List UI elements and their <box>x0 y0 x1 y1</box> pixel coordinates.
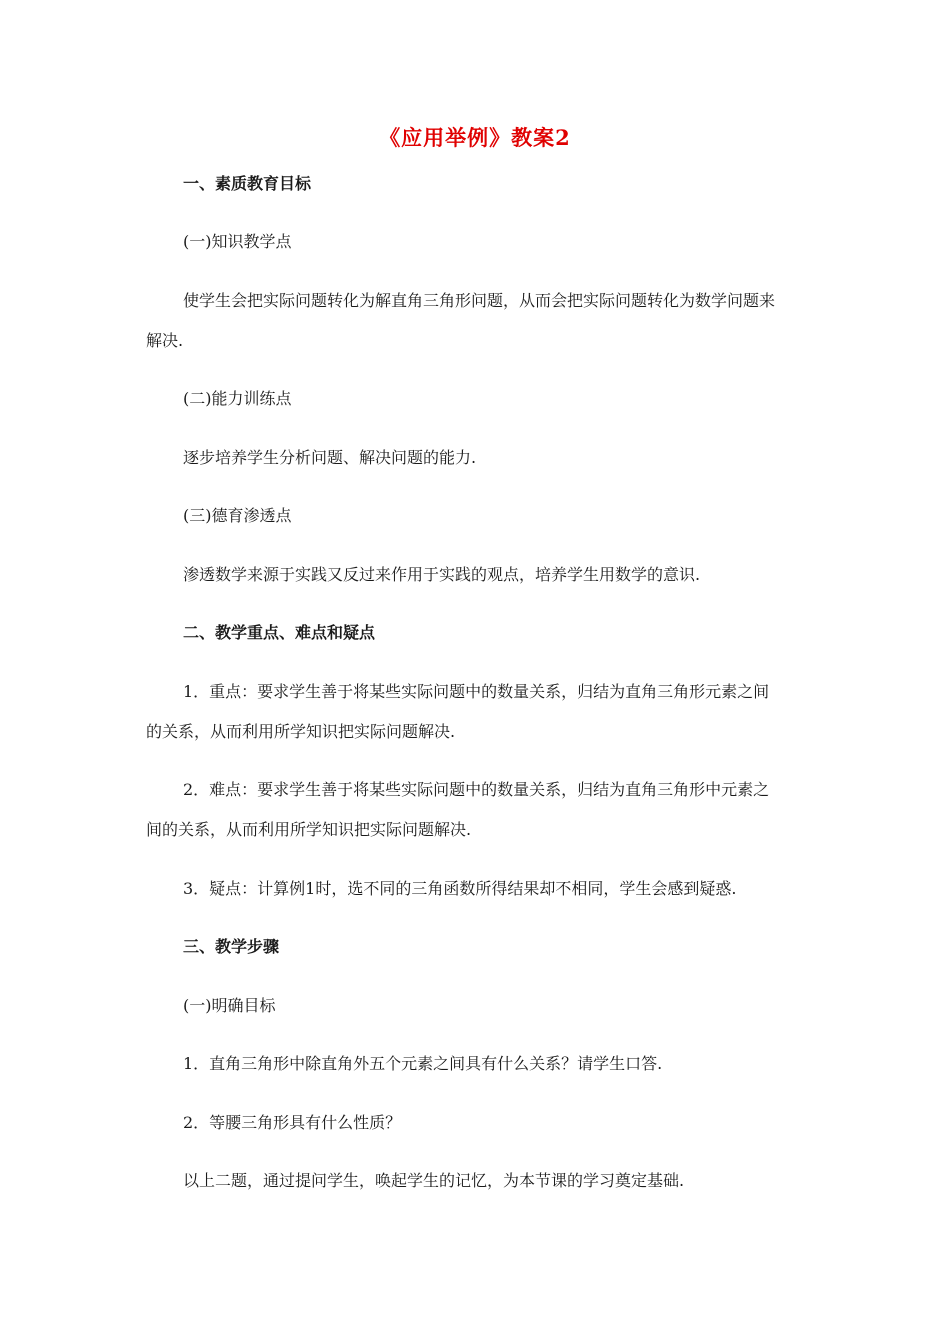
paragraph-line: 使学生会把实际问题转化为解直角三角形问题，从而会把实际问题转化为数学问题来 <box>183 291 776 310</box>
paragraph-line: 逐步培养学生分析问题、解决问题的能力. <box>183 448 477 467</box>
paragraph-line: 2．难点：要求学生善于将某些实际问题中的数量关系，归结为直角三角形中元素之 <box>183 780 770 799</box>
section-heading-1: 一、素质教育目标 <box>183 174 312 193</box>
section-heading-3: 三、教学步骤 <box>183 937 280 956</box>
paragraph-line: 间的关系，从而利用所学知识把实际问题解决. <box>146 820 472 839</box>
paragraph-line: 渗透数学来源于实践又反过来作用于实践的观点，培养学生用数学的意识. <box>183 565 701 584</box>
paragraph-line: 的关系，从而利用所学知识把实际问题解决. <box>146 722 456 741</box>
document-title: 《应用举例》教案2 <box>379 125 571 150</box>
section-heading-2: 二、教学重点、难点和疑点 <box>183 623 376 642</box>
subsection-heading: (三)德育渗透点 <box>183 506 292 525</box>
paragraph-line: 3．疑点：计算例1时，选不同的三角函数所得结果却不相同，学生会感到疑惑. <box>183 879 737 898</box>
subsection-heading: (一)知识教学点 <box>183 232 292 251</box>
paragraph-line: 2．等腰三角形具有什么性质？ <box>183 1113 402 1132</box>
subsection-heading: (一)明确目标 <box>183 996 276 1015</box>
paragraph-line: 1．重点：要求学生善于将某些实际问题中的数量关系，归结为直角三角形元素之间 <box>183 682 770 701</box>
paragraph-line: 解决. <box>146 331 184 350</box>
paragraph-line: 以上二题，通过提问学生，唤起学生的记忆，为本节课的学习奠定基础. <box>183 1171 685 1190</box>
subsection-heading: (二)能力训练点 <box>183 389 292 408</box>
paragraph-line: 1．直角三角形中除直角外五个元素之间具有什么关系？请学生口答. <box>183 1054 663 1073</box>
